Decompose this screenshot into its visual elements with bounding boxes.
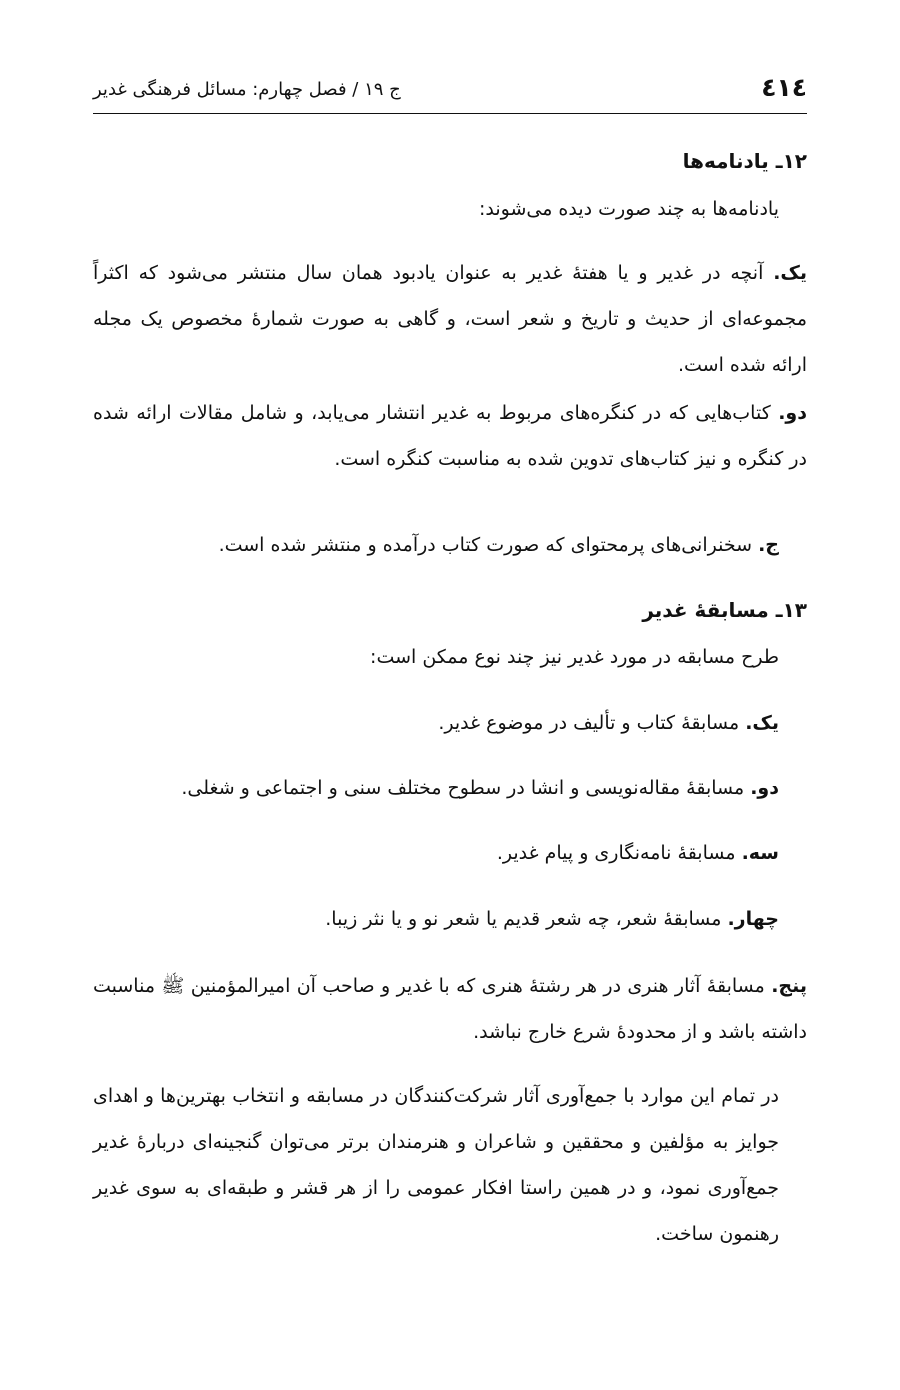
section-13-heading: ١٣ـ مسابقهٔ غدیر bbox=[642, 598, 807, 622]
item-text: مسابقهٔ کتاب و تألیف در موضوع غدیر. bbox=[438, 712, 746, 734]
section-13-item-1 bbox=[93, 700, 807, 746]
section-12-heading: ١٢ـ یادنامه‌ها bbox=[682, 149, 807, 173]
section-13-item-2 bbox=[93, 765, 807, 811]
section-13-item-3 bbox=[93, 830, 807, 876]
item-text: مسابقهٔ مقاله‌نویسی و انشا در سطوح مختلف سنی و اجتماعی و شغلی. bbox=[181, 777, 751, 799]
section-12-intro: یادنامه‌ها به چند صورت دیده می‌شوند: bbox=[478, 198, 779, 220]
item-text: سخنرانی‌های پرمحتوای که صورت کتاب درآمده و منتشر شده است. bbox=[218, 534, 759, 556]
item-text: مسابقهٔ شعر، چه شعر قدیم یا شعر نو و یا نثر زیبا. bbox=[325, 908, 728, 930]
item-label: دو. bbox=[750, 777, 779, 799]
section-13-item-4 bbox=[93, 896, 807, 942]
running-head bbox=[93, 73, 807, 114]
section-13-item-5 bbox=[93, 963, 807, 1055]
item-label: سه. bbox=[741, 842, 779, 864]
page-number: ٤١٤ bbox=[761, 73, 807, 102]
section-12-item-3 bbox=[93, 522, 807, 568]
item-label: یک. bbox=[773, 262, 807, 284]
item-label: ج. bbox=[758, 534, 779, 556]
item-label: دو. bbox=[778, 402, 807, 424]
item-text: مسابقهٔ نامه‌نگاری و پیام غدیر. bbox=[496, 842, 742, 864]
item-label: چهار. bbox=[727, 908, 779, 930]
running-head-title: ج ١٩ / فصل چهارم: مسائل فرهنگی غدیر bbox=[93, 79, 401, 100]
item-label: یک. bbox=[745, 712, 779, 734]
section-13-closing: در تمام این موارد با جمع‌آوری آثار شرکت‌کنندگان در مسابقه و انتخاب بهترین‌ها و اهدای جوایز به مؤلفین و محققین و شاعران و هنرمندان برتر می‌توان گنجینه‌ای دربارهٔ غدیر جمع‌آوری نمود، و در همین راستا افکار عمومی را از هر قشر و طبقه‌ای به سوی غدیر رهنمون ساخت. bbox=[93, 1085, 779, 1245]
section-13-intro: طرح مسابقه در مورد غدیر نیز چند نوع ممکن است: bbox=[370, 646, 779, 668]
item-text: کتاب‌هایی که در کنگره‌های مربوط به غدیر انتشار می‌یابد، و شامل مقالات ارائه شده در کنگره و نیز کتاب‌های تدوین شده به مناسبت کنگره است. bbox=[93, 402, 807, 470]
item-label: پنج. bbox=[771, 975, 807, 997]
section-12-item-2 bbox=[93, 390, 807, 482]
item-text: مسابقهٔ آثار هنری در هر رشتهٔ هنری که با غدیر و صاحب آن امیرالمؤمنین ﷺ مناسبت داشته باشد و از محدودهٔ شرع خارج نباشد. bbox=[93, 975, 807, 1043]
item-text: آنچه در غدیر و یا هفتهٔ غدیر به عنوان یادبود همان سال منتشر می‌شود که اکثراً مجموعه‌ای از حدیث و تاریخ و شعر است، و گاهی به صورت شمارهٔ مخصوص یک مجله ارائه شده است. bbox=[93, 262, 807, 376]
section-12-item-1 bbox=[93, 250, 807, 388]
page bbox=[93, 0, 807, 1390]
